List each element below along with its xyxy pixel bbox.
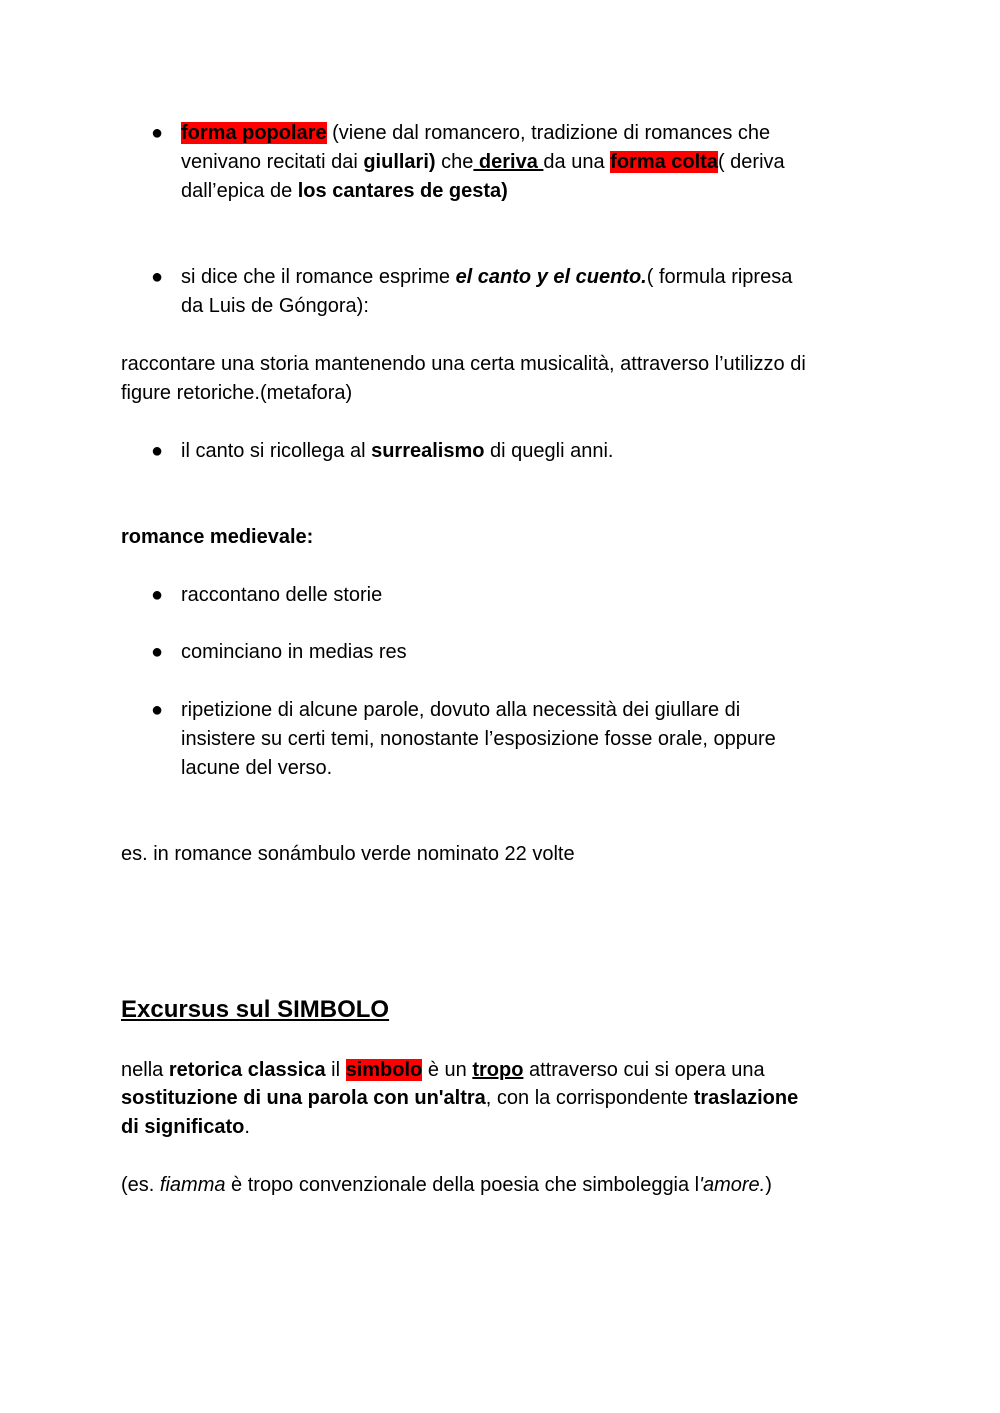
bullet-marker: ●	[151, 584, 164, 606]
list-item-line-2: insistere su certi temi, nonostante l’esposizione fosse orale, oppure	[181, 728, 776, 750]
text-segment: che	[435, 151, 474, 173]
italic-amore: 'amore.	[699, 1174, 766, 1196]
bullet-marker: ●	[151, 440, 164, 462]
list-item-line-1: ripetizione di alcune parole, dovuto alla necessità dei giullare di	[181, 699, 741, 721]
bold-significato: di significato	[121, 1116, 245, 1138]
text-segment: (viene dal romancero, tradizione di romances che	[326, 122, 771, 144]
bold-retorica-classica: retorica classica	[168, 1059, 326, 1081]
bullet-marker: ●	[151, 699, 164, 721]
bullet-1-line-2	[181, 148, 785, 177]
text-segment: .	[244, 1116, 250, 1138]
bullet-1-line-1	[181, 119, 770, 148]
bold-italic-canto: el canto y el cuento.	[455, 266, 647, 288]
paragraph-2-line-3	[121, 1113, 250, 1142]
bullet-2-line-2: da Luis de Góngora):	[181, 295, 369, 317]
bullet-marker: ●	[151, 641, 164, 663]
bold-cantares: los cantares de gesta)	[297, 180, 508, 202]
highlight-forma-colta: forma colta	[610, 151, 718, 173]
bullet-marker: ●	[151, 266, 164, 288]
example-2-line	[121, 1171, 772, 1200]
text-segment: ( deriva	[717, 151, 785, 173]
paragraph-2-line-1	[121, 1056, 765, 1085]
text-segment: dall’epica de	[181, 180, 298, 202]
bold-sostituzione: sostituzione di una parola con un'altra	[121, 1087, 486, 1109]
example-line: es. in romance sonámbulo verde nominato 22 volte	[121, 843, 575, 865]
underlined-tropo: tropo	[472, 1059, 524, 1081]
text-segment: il	[325, 1059, 346, 1081]
underlined-deriva: deriva	[473, 151, 544, 173]
text-segment: è un	[422, 1059, 473, 1081]
paragraph-1-line-2: figure retoriche.(metafora)	[121, 382, 353, 404]
text-segment: (es.	[121, 1174, 160, 1196]
section-heading-romance-medievale: romance medievale:	[121, 526, 314, 548]
text-segment: il canto si ricollega al	[181, 440, 372, 462]
text-segment: di quegli anni.	[484, 440, 614, 462]
bold-giullari: giullari)	[363, 151, 436, 173]
bullet-1-line-3	[181, 177, 508, 206]
bullet-marker: ●	[151, 122, 164, 144]
text-segment: venivano recitati dai	[181, 151, 364, 173]
text-segment: si dice che il romance esprime	[181, 266, 456, 288]
excursus-heading: Excursus sul SIMBOLO	[121, 996, 390, 1023]
text-segment: )	[765, 1174, 772, 1196]
text-segment: attraverso cui si opera una	[523, 1059, 765, 1081]
bullet-2-line-1	[181, 263, 792, 292]
list-item: raccontano delle storie	[181, 584, 383, 606]
text-segment: è tropo convenzionale della poesia che simboleggia l	[225, 1174, 700, 1196]
text-segment: ( formula ripresa	[646, 266, 793, 288]
bold-surrealismo: surrealismo	[371, 440, 485, 462]
list-item: cominciano in medias res	[181, 641, 407, 663]
paragraph-1-line-1: raccontare una storia mantenendo una certa musicalità, attraverso l’utilizzo di	[121, 353, 806, 375]
bold-traslazione: traslazione	[693, 1087, 799, 1109]
text-segment: da una	[543, 151, 611, 173]
highlight-simbolo: simbolo	[345, 1059, 423, 1081]
italic-fiamma: fiamma	[159, 1174, 226, 1196]
text-segment: nella	[121, 1059, 169, 1081]
text-segment: , con la corrispondente	[485, 1087, 694, 1109]
list-item-line-3: lacune del verso.	[181, 757, 333, 779]
paragraph-2-line-2	[121, 1084, 798, 1113]
bullet-3-line-1	[181, 437, 613, 466]
highlight-forma-popolare: forma popolare	[181, 122, 327, 144]
